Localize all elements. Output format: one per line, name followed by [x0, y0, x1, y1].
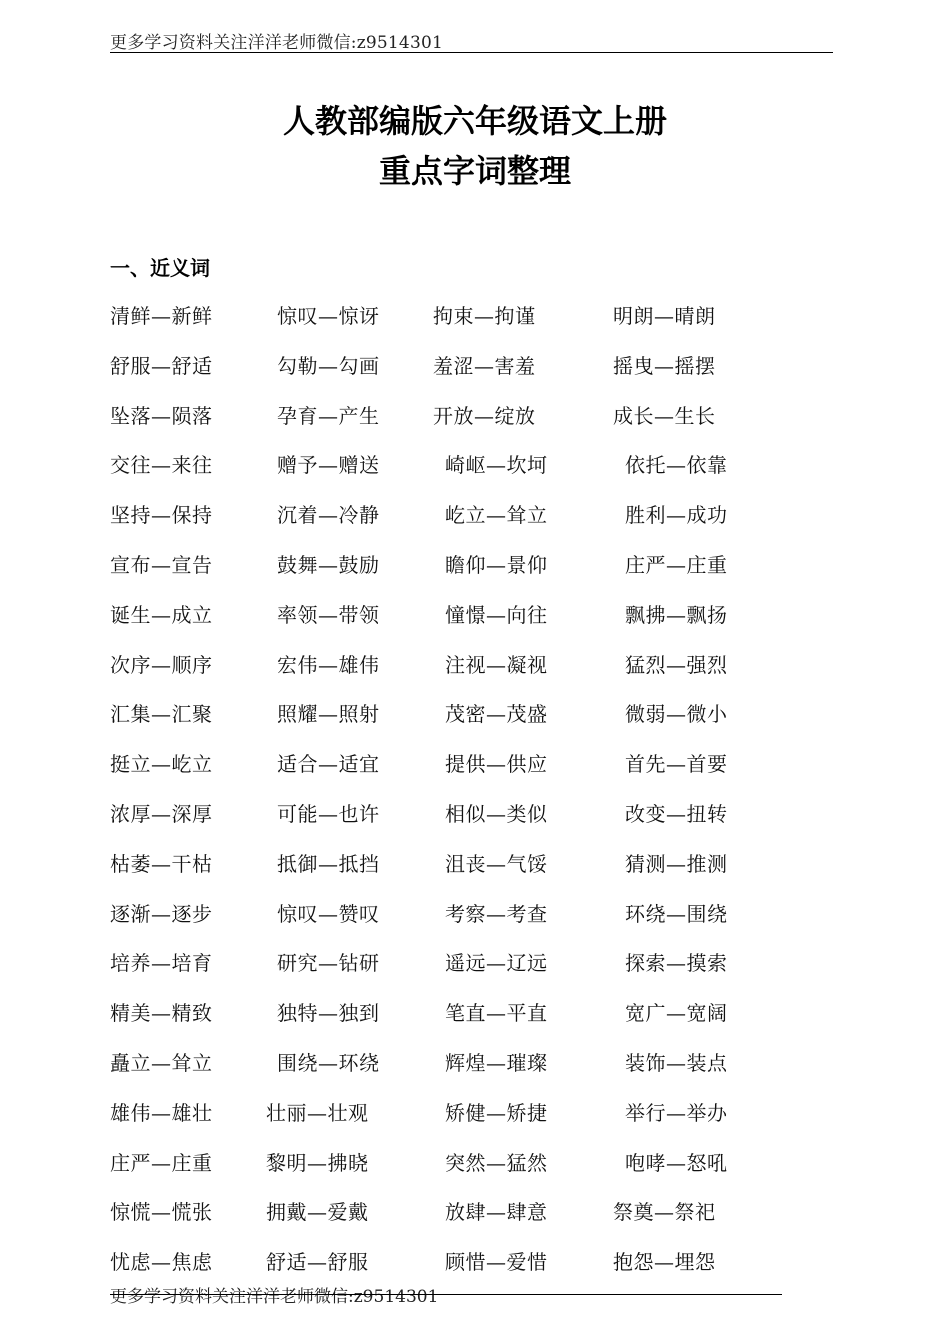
synonym-pair: 鼓舞—鼓励 [277, 553, 380, 577]
synonym-pair: 舒适—舒服 [266, 1250, 369, 1274]
synonym-pair: 枯萎—干枯 [110, 852, 213, 876]
synonym-pair: 屹立—耸立 [445, 503, 548, 527]
synonym-pair: 可能—也许 [277, 802, 380, 826]
synonym-pair: 拥戴—爱戴 [266, 1200, 369, 1224]
section-heading: 一、近义词 [110, 256, 210, 280]
synonym-pair: 率领—带领 [277, 603, 380, 627]
synonym-pair: 勾勒—勾画 [277, 354, 380, 378]
synonym-pair: 明朗—晴朗 [613, 304, 716, 328]
synonym-pair: 矫健—矫捷 [445, 1101, 548, 1125]
synonym-pair: 注视—凝视 [445, 653, 548, 677]
synonym-pair: 胜利—成功 [625, 503, 728, 527]
synonym-row [0, 798, 950, 828]
synonym-pair: 浓厚—深厚 [110, 802, 213, 826]
synonym-row [0, 997, 950, 1027]
synonym-row [0, 300, 950, 330]
synonym-row [0, 1246, 950, 1276]
synonym-pair: 沉着—冷静 [277, 503, 380, 527]
synonym-pair: 探索—摸索 [625, 951, 728, 975]
synonym-pair: 猛烈—强烈 [625, 653, 728, 677]
synonym-pair: 抵御—抵挡 [277, 852, 380, 876]
synonym-pair: 精美—精致 [110, 1001, 213, 1025]
synonym-pair: 憧憬—向往 [445, 603, 548, 627]
synonym-pair: 赠予—赠送 [277, 453, 380, 477]
synonym-pair: 崎岖—坎坷 [445, 453, 548, 477]
synonym-pair: 矗立—耸立 [110, 1051, 213, 1075]
page-subtitle: 重点字词整理 [378, 152, 571, 190]
synonym-pair: 次序—顺序 [110, 653, 213, 677]
synonym-pair: 环绕—围绕 [625, 902, 728, 926]
footer-text: 更多学习资料关注洋洋老师微信:z9514301 [110, 1287, 439, 1307]
synonym-pair: 忧虑—焦虑 [110, 1250, 213, 1274]
footer-rule [110, 1294, 782, 1295]
synonym-pair: 咆哮—怒吼 [625, 1151, 728, 1175]
synonym-pair: 围绕—环绕 [277, 1051, 380, 1075]
synonym-row [0, 1097, 950, 1127]
synonym-pair: 辉煌—璀璨 [445, 1051, 548, 1075]
synonym-pair: 清鲜—新鲜 [110, 304, 213, 328]
synonym-pair: 考察—考查 [445, 902, 548, 926]
synonym-pair: 照耀—照射 [277, 702, 380, 726]
synonym-pair: 茂密—茂盛 [445, 702, 548, 726]
header-text: 更多学习资料关注洋洋老师微信:z9514301 [110, 33, 443, 53]
synonym-pair: 依托—依靠 [625, 453, 728, 477]
synonym-pair: 抱怨—埋怨 [613, 1250, 716, 1274]
header-rule [110, 52, 833, 53]
synonym-pair: 放肆—肆意 [445, 1200, 548, 1224]
synonym-row [0, 848, 950, 878]
synonym-pair: 飘拂—飘扬 [625, 603, 728, 627]
synonym-pair: 首先—首要 [625, 752, 728, 776]
synonym-pair: 惊慌—慌张 [110, 1200, 213, 1224]
synonym-pair: 顾惜—爱惜 [445, 1250, 548, 1274]
synonym-pair: 壮丽—壮观 [266, 1101, 369, 1125]
synonym-pair: 汇集—汇聚 [110, 702, 213, 726]
synonym-pair: 瞻仰—景仰 [445, 553, 548, 577]
synonym-pair: 研究—钻研 [277, 951, 380, 975]
synonym-pair: 舒服—舒适 [110, 354, 213, 378]
synonym-pair: 宽广—宽阔 [625, 1001, 728, 1025]
synonym-pair: 摇曳—摇摆 [613, 354, 716, 378]
synonym-pair: 逐渐—逐步 [110, 902, 213, 926]
synonym-pair: 猜测—推测 [625, 852, 728, 876]
synonym-pair: 开放—绽放 [433, 404, 536, 428]
synonym-pair: 宣布—宣告 [110, 553, 213, 577]
synonym-row [0, 748, 950, 778]
synonym-pair: 孕育—产生 [277, 404, 380, 428]
synonym-row [0, 1147, 950, 1177]
synonym-row [0, 1196, 950, 1226]
synonym-pair: 培养—培育 [110, 951, 213, 975]
synonym-pair: 庄严—庄重 [110, 1151, 213, 1175]
synonym-row [0, 649, 950, 679]
synonym-pair: 沮丧—气馁 [445, 852, 548, 876]
synonym-pair: 祭奠—祭祀 [613, 1200, 716, 1224]
synonym-pair: 雄伟—雄壮 [110, 1101, 213, 1125]
synonym-row [0, 400, 950, 430]
synonym-pair: 挺立—屹立 [110, 752, 213, 776]
synonym-pair: 笔直—平直 [445, 1001, 548, 1025]
synonym-pair: 惊叹—惊讶 [277, 304, 380, 328]
synonym-pair: 适合—适宜 [277, 752, 380, 776]
synonym-pair: 交往—来往 [110, 453, 213, 477]
synonym-row [0, 599, 950, 629]
synonym-pair: 突然—猛然 [445, 1151, 548, 1175]
page-title: 人教部编版六年级语文上册 [282, 102, 667, 140]
synonym-row [0, 449, 950, 479]
synonym-pair: 惊叹—赞叹 [277, 902, 380, 926]
synonym-pair: 羞涩—害羞 [433, 354, 536, 378]
synonym-pair: 黎明—拂晓 [266, 1151, 369, 1175]
synonym-pair: 宏伟—雄伟 [277, 653, 380, 677]
synonym-pair: 坠落—陨落 [110, 404, 213, 428]
synonym-row [0, 499, 950, 529]
synonym-pair: 独特—独到 [277, 1001, 380, 1025]
synonym-pair: 相似—类似 [445, 802, 548, 826]
synonym-row [0, 898, 950, 928]
synonym-row [0, 549, 950, 579]
synonym-pair: 举行—举办 [625, 1101, 728, 1125]
synonym-pair: 拘束—拘谨 [433, 304, 536, 328]
synonym-pair: 遥远—辽远 [445, 951, 548, 975]
synonym-pair: 提供—供应 [445, 752, 548, 776]
synonym-pair: 装饰—装点 [625, 1051, 728, 1075]
synonym-pair: 成长—生长 [613, 404, 716, 428]
synonym-pair: 庄严—庄重 [625, 553, 728, 577]
synonym-pair: 坚持—保持 [110, 503, 213, 527]
synonym-pair: 微弱—微小 [625, 702, 728, 726]
synonym-row [0, 350, 950, 380]
synonym-row [0, 947, 950, 977]
synonym-pair: 诞生—成立 [110, 603, 213, 627]
synonym-row [0, 1047, 950, 1077]
synonym-row [0, 698, 950, 728]
synonym-pair: 改变—扭转 [625, 802, 728, 826]
